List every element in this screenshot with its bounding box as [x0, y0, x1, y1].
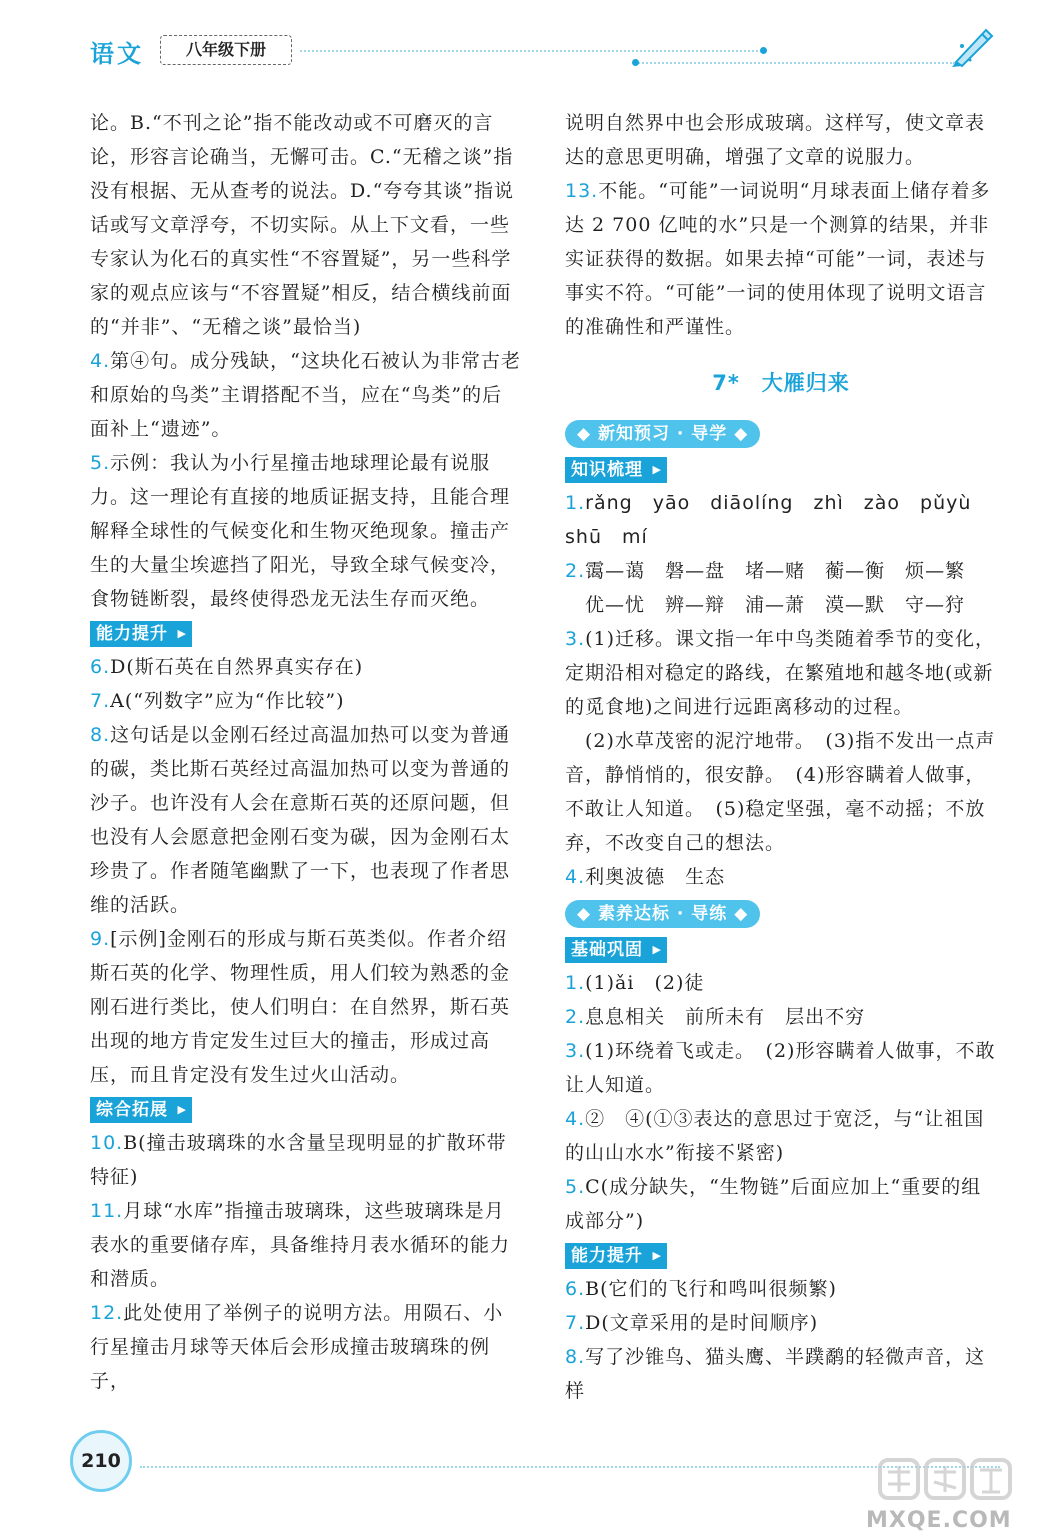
- grade-label: 八年级下册: [160, 35, 292, 65]
- header-divider: [300, 50, 762, 52]
- page-number-badge: [70, 1430, 140, 1500]
- answer-item: 2.息息相关 前所未有 层出不穷: [565, 1006, 866, 1028]
- pen-icon: [948, 22, 998, 68]
- answer-item: 4.第④句。成分残缺，“这块化石被认为非常古老和原始的鸟类”主谓搭配不当，应在“鸟类”的后面补上“遗迹”。: [90, 350, 521, 440]
- page-header: [0, 0, 1047, 70]
- page-number: 210: [70, 1430, 132, 1492]
- answer-item: 12.此处使用了举例子的说明方法。用陨石、小行星撞击月球等天体后会形成撞击玻璃珠的例子，: [90, 1302, 504, 1392]
- answer-item: 1.rǎng yāo diāolíng zhì zào pǔyù: [565, 492, 972, 514]
- answer-item: 7.D(文章采用的是时间顺序): [565, 1312, 819, 1334]
- answer-continuation: 论。B.“不刊之论”指不能改动或不可磨灭的言论，形容言论确当，无懈可击。C.“无稽之谈”指没有根据、无从查考的说法。D.“夸夸其谈”指说话或写文章浮夸，不切实际。从上下文看，一些专家认为化石的真实性“不容置疑”，另一些科学家的观点应该与“不容置疑”相反，结合横线前面的“并非”、“无稽之谈”最恰当): [90, 112, 515, 338]
- subject-label: 语文: [90, 40, 144, 68]
- banner-preview: ◆ 新知预习 · 导学 ◆: [565, 420, 760, 448]
- section-tag-knowledge: 知识梳理 ▶: [565, 457, 667, 483]
- answer-item: 4.② ④(①③表达的意思过于宽泛，与“让祖国的山山水水”衔接不紧密): [565, 1108, 985, 1164]
- section-tag-extension: 综合拓展 ▶: [90, 1097, 192, 1123]
- header-dot: [760, 47, 767, 54]
- answer-continuation: 说明自然界中也会形成玻璃。这样写，使文章表达的意思更明确，增强了文章的说服力。: [565, 112, 986, 168]
- answer-item-cont: (2)水草茂密的泥泞地带。 (3)指不发出一点声音，静悄悄的，很安静。 (4)形容瞒着人做事，不敢让人知道。 (5)稳定坚强，毫不动摇；不放弃，不改变自己的想法。: [565, 730, 996, 854]
- answer-item: 9.[示例]金刚石的形成与斯石英类似。作者介绍斯石英的化学、物理性质，用人们较为熟悉的金刚石进行类比，使人们明白：在自然界，斯石英出现的地方肯定发生过巨大的撞击，形成过高压，而且肯定没有发生过火山活动。: [90, 928, 511, 1086]
- banner-practice: ◆ 素养达标 · 导练 ◆: [565, 900, 760, 928]
- answer-item: 5.示例：我认为小行星撞击地球理论最有说服力。这一理论有直接的地质证据支持，且能合理解释全球性的气候变化和生物灭绝现象。撞击产生的大量尘埃遮挡了阳光，导致全球气候变冷，食物链断裂，最终使得恐龙无法生存而灭绝。: [90, 452, 511, 610]
- answer-item: 6.D(斯石英在自然界真实存在): [90, 656, 364, 678]
- answer-item: 3.(1)迁移。课文指一年中鸟类随着季节的变化，定期沿相对稳定的路线，在繁殖地和越冬地(或新的觅食地)之间进行远距离移动的过程。: [565, 628, 996, 718]
- section-tag-ability: 能力提升 ▶: [90, 621, 192, 647]
- header-divider-lower: [635, 62, 955, 64]
- header-dot: [632, 59, 639, 66]
- answer-item: 8.这句话是以金刚石经过高温加热可以变为普通的碳，类比斯石英经过高温加热可以变为普通的沙子。也许没有人会在意斯石英的还原问题，但也没有人会愿意把金刚石变为碳，因为金刚石太珍贵了。作者随笔幽默了一下，也表现了作者思维的活跃。: [90, 724, 511, 916]
- watermark-text: MXQE.COM: [866, 1508, 1012, 1533]
- answer-item: 13.不能。“可能”一词说明“月球表面上储存着多达 2 700 亿吨的水”只是一个测算的结果，并非实证获得的数据。如果去掉“可能”一词，表述与事实不符。“可能”一词的使用体现了说明文语言的准确性和严谨性。: [565, 180, 991, 338]
- answer-item: 1.(1)ǎi (2)徒: [565, 972, 705, 994]
- answer-item-cont: 优—忧 辨—辩 浦—萧 漠—默 守—狩: [585, 594, 966, 616]
- section-tag-basic: 基础巩固 ▶: [565, 937, 667, 963]
- answer-item: 4.利奥波德 生态: [565, 866, 726, 888]
- right-column: [565, 106, 997, 1408]
- answer-item: 5.C(成分缺失，“生物链”后面应加上“重要的组成部分”): [565, 1176, 982, 1232]
- answer-item: 3.(1)环绕着飞或走。 (2)形容瞒着人做事，不敢让人知道。: [565, 1040, 996, 1096]
- answer-item: 6.B(它们的飞行和鸣叫很频繁): [565, 1278, 837, 1300]
- answer-item: 11.月球“水库”指撞击玻璃珠，这些玻璃珠是月表水的重要储存库，具备维持月表水循环的能力和潜质。: [90, 1200, 511, 1290]
- answer-item: 8.写了沙锥鸟、猫头鹰、半蹼鹬的轻微声音，这样: [565, 1346, 986, 1402]
- section-tag-ability: 能力提升 ▶: [565, 1243, 667, 1269]
- answer-item: 2.霭—蔼 磐—盘 堵—赌 蘅—衡 烦—繁: [565, 560, 966, 582]
- answer-item-cont: shū mí: [565, 526, 648, 548]
- lesson-title: [565, 366, 997, 400]
- answer-item: 7.A(“列数字”应为“作比较”): [90, 690, 345, 712]
- lesson-number: 7*: [712, 371, 740, 395]
- answer-item: 10.B(撞击玻璃珠的水含量呈现明显的扩散环带特征): [90, 1132, 507, 1188]
- lesson-name: 大雁归来: [761, 371, 850, 395]
- left-column: [90, 106, 522, 1398]
